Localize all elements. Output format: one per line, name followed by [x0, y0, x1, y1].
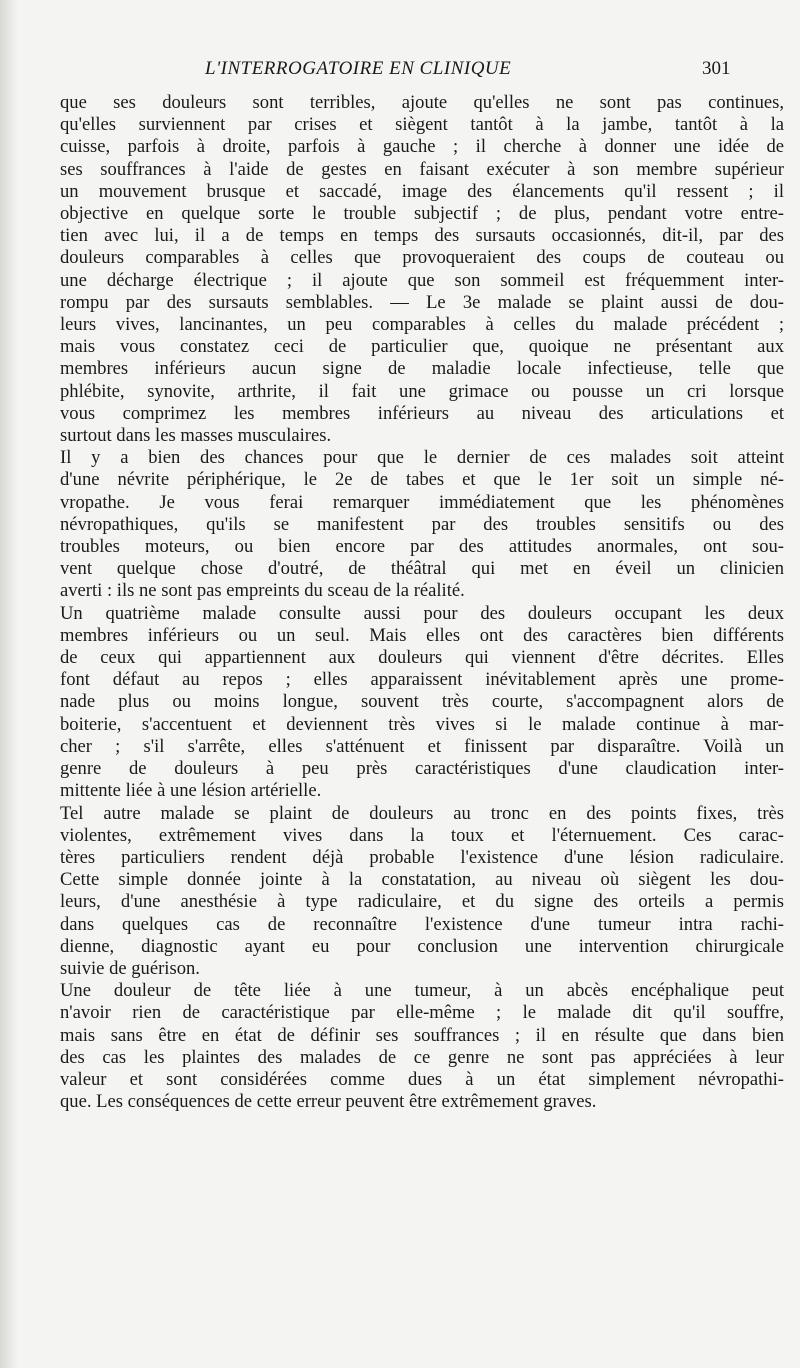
text-line: membres inférieurs ou un seul. Mais elles ont des caractères bien différents — [60, 624, 784, 646]
text-line: vous comprimez les membres inférieurs au niveau des articulations et — [60, 402, 784, 424]
text-line: vent quelque chose d'outré, de théâtral qui met en éveil un clinicien — [60, 558, 784, 580]
text-line: un mouvement brusque et saccadé, image des élancements qu'il ressent ; il — [60, 180, 784, 202]
text-line: Un quatrième malade consulte aussi pour des douleurs occupant les deux — [60, 602, 784, 624]
text-line: Il y a bien des chances pour que le dernier de ces malades soit atteint — [60, 447, 784, 469]
text-line: ses souffrances à l'aide de gestes en faisant exécuter à son membre supérieur — [60, 158, 784, 180]
text-line: qu'elles surviennent par crises et siègent tantôt à la jambe, tantôt à la — [60, 114, 784, 136]
text-line: cher ; s'il s'arrête, elles s'atténuent et finissent par disparaître. Voilà un — [60, 735, 784, 757]
text-line: que. Les conséquences de cette erreur peuvent être extrêmement graves. — [60, 1091, 597, 1113]
text-line: Cette simple donnée jointe à la constatation, au niveau où siègent les dou- — [60, 869, 784, 891]
text-line: n'avoir rien de caractéristique par elle-même ; le malade dit qu'il souffre, — [60, 1002, 784, 1024]
text-line: que ses douleurs sont terribles, ajoute qu'elles ne sont pas continues, — [60, 92, 784, 113]
text-line: leurs vives, lancinantes, un peu comparables à celles du malade précédent ; — [60, 314, 784, 336]
text-line: une décharge électrique ; il ajoute que son sommeil est fréquemment inter- — [60, 269, 784, 291]
text-line: violentes, extrêmement vives dans la toux et l'éternuement. Ces carac- — [60, 824, 784, 846]
text-line: rompu par des sursauts semblables. — Le 3e malade se plaint aussi de dou- — [60, 291, 784, 313]
text-line: phlébite, synovite, arthrite, il fait une grimace ou pousse un cri lorsque — [60, 380, 784, 402]
running-title: L'INTERROGATOIRE EN CLINIQUE — [205, 58, 512, 79]
paragraph-2 — [60, 447, 784, 602]
paragraph-1 — [60, 92, 784, 447]
text-line: surtout dans les masses musculaires. — [60, 425, 332, 447]
paragraph-3 — [60, 603, 784, 803]
text-line: d'une névrite périphérique, le 2e de tabes et que le 1er soit un simple né- — [60, 469, 784, 491]
text-line: dienne, diagnostic ayant eu pour conclusion une intervention chirurgicale — [60, 935, 784, 957]
paragraph-5 — [60, 980, 784, 1113]
text-line: objective en quelque sorte le trouble subjectif ; de plus, pendant votre entre- — [60, 203, 784, 225]
text-line: valeur et sont considérées comme dues à un état simplement névropathi- — [60, 1068, 784, 1090]
text-line: vropathe. Je vous ferai remarquer immédiatement que les phénomènes — [60, 491, 784, 513]
text-line: suivie de guérison. — [60, 957, 200, 979]
text-line: nade plus ou moins longue, souvent très courte, s'accompagnent alors de — [60, 691, 784, 713]
paragraph-4 — [60, 803, 784, 981]
text-line: averti : ils ne sont pas empreints du sceau de la réalité. — [60, 580, 465, 602]
page-header — [0, 58, 800, 88]
text-line: dans quelques cas de reconnaître l'existence d'une tumeur intra rachi- — [60, 913, 784, 935]
text-line: Tel autre malade se plaint de douleurs au tronc en des points fixes, très — [60, 802, 784, 824]
text-line: douleurs comparables à celles que provoqueraient des coups de couteau ou — [60, 247, 784, 269]
text-line: genre de douleurs à peu près caractéristiques d'une claudication inter- — [60, 758, 784, 780]
text-line: mais vous constatez ceci de particulier que, quoique ne présentant aux — [60, 336, 784, 358]
text-line: font défaut au repos ; elles apparaissent inévitablement après une prome- — [60, 669, 784, 691]
text-line: de ceux qui appartiennent aux douleurs qui viennent d'être décrites. Elles — [60, 647, 784, 669]
text-line: leurs, d'une anesthésie à type radiculaire, et du signe des orteils a permis — [60, 891, 784, 913]
text-line: boiterie, s'accentuent et deviennent très vives si le malade continue à mar- — [60, 713, 784, 735]
page-number: 301 — [702, 58, 731, 79]
text-line: névropathiques, qu'ils se manifestent par des troubles sensitifs ou des — [60, 513, 784, 535]
text-line: des cas les plaintes des malades de ce genre ne sont pas appréciées à leur — [60, 1046, 784, 1068]
text-line: tien avec lui, il a de temps en temps des sursauts occasionnés, dit-il, par des — [60, 225, 784, 247]
page-edge-shadow — [0, 0, 18, 1368]
text-line: tères particuliers rendent déjà probable l'existence d'une lésion radiculaire. — [60, 846, 784, 868]
text-line: Une douleur de tête liée à une tumeur, à un abcès encéphalique peut — [60, 980, 784, 1002]
text-line: troubles moteurs, ou bien encore par des attitudes anormales, ont sou- — [60, 536, 784, 558]
text-line: membres inférieurs aucun signe de maladie locale infectieuse, telle que — [60, 358, 784, 380]
text-line: cuisse, parfois à droite, parfois à gauche ; il cherche à donner une idée de — [60, 136, 784, 158]
text-line: mittente liée à une lésion artérielle. — [60, 780, 322, 802]
text-line: mais sans être en état de définir ses souffrances ; il en résulte que dans bien — [60, 1024, 784, 1046]
text-body — [60, 92, 784, 1113]
